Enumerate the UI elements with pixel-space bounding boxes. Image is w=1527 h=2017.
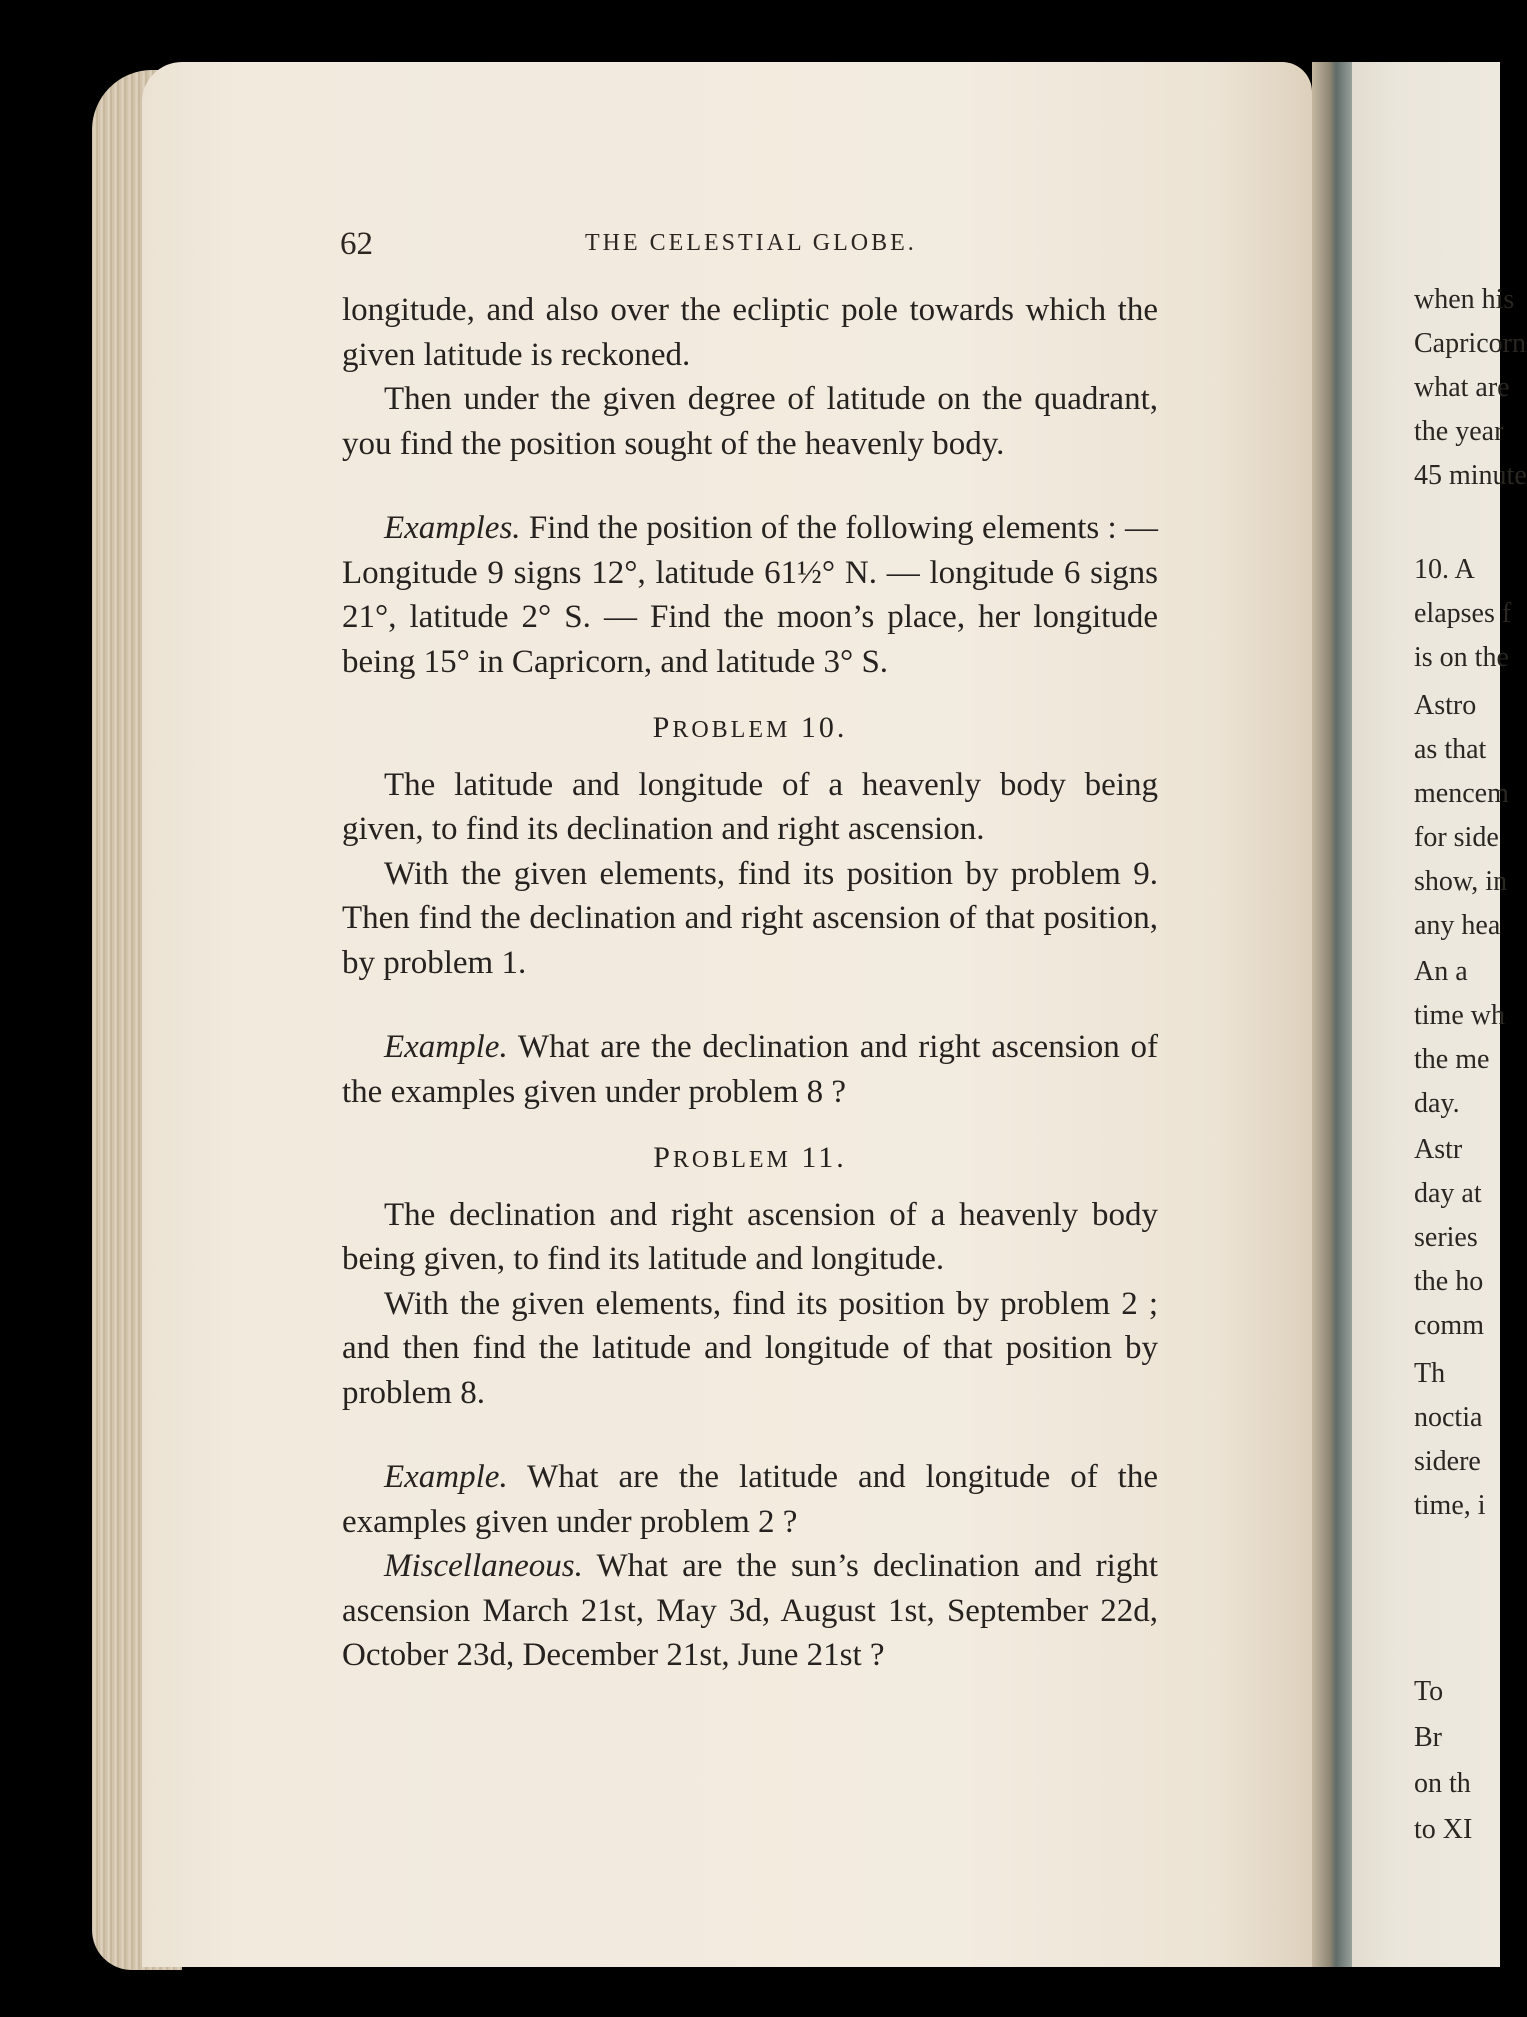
facing-fragment: Capricorn: [1414, 328, 1526, 359]
facing-fragment: Br: [1414, 1722, 1442, 1753]
miscellaneous-paragraph: [342, 1544, 1158, 1678]
facing-fragment: time, i: [1414, 1490, 1486, 1521]
facing-fragment: the year: [1414, 416, 1504, 447]
examples-label: Examples.: [384, 510, 521, 546]
problem-10-initial: P: [652, 711, 673, 744]
facing-fragment: To: [1414, 1676, 1444, 1707]
problem-10-number: 10.: [800, 711, 848, 744]
problem-10-word: ROBLEM: [672, 717, 791, 743]
facing-fragment: mencem: [1414, 778, 1509, 809]
facing-fragment: noctia: [1414, 1402, 1483, 1433]
facing-fragment: Astro: [1414, 690, 1477, 721]
facing-fragment: comm: [1414, 1310, 1484, 1341]
facing-fragment: Astr: [1414, 1134, 1463, 1165]
problem-11-heading: [342, 1136, 1158, 1183]
examples-paragraph: [342, 506, 1158, 684]
facing-fragment: as that: [1414, 734, 1487, 765]
facing-fragment: 45 minute: [1414, 460, 1527, 491]
examples-text: Find the position of the following elements : — Longitude 9 signs 12°, latitude 61½° N. — longitude 6 signs 21°, latitude 2° S. — Find the moon’s place, her longitude being 15° in Capricorn, and latitude 3° S.: [342, 510, 1158, 680]
facing-fragment: any hea: [1414, 910, 1501, 941]
facing-fragment: show, in: [1414, 866, 1508, 897]
page-number: 62: [340, 226, 373, 262]
facing-fragment: when his: [1414, 284, 1515, 315]
facing-fragment: series: [1414, 1222, 1478, 1253]
facing-fragment: the ho: [1414, 1266, 1484, 1297]
facing-fragment: day at: [1414, 1178, 1482, 1209]
facing-fragment: 10. A: [1414, 554, 1475, 585]
running-head: THE CELESTIAL GLOBE.: [585, 230, 917, 256]
example-11-label: Example.: [384, 1459, 508, 1495]
example-10-paragraph: [342, 1025, 1158, 1114]
problem-10-statement: The latitude and longitude of a heavenly body being given, to find its declination and right ascension.: [342, 766, 1158, 847]
facing-fragment: Th: [1414, 1358, 1446, 1389]
facing-fragment: sidere: [1414, 1446, 1481, 1477]
problem-11-statement: The declination and right ascension of a heavenly body being given, to find its latitude and longitude.: [342, 1196, 1158, 1277]
facing-fragment: the me: [1414, 1044, 1490, 1075]
facing-page: [1352, 62, 1527, 1967]
problem-11-word: ROBLEM: [672, 1147, 791, 1173]
example-10-text: What are the declination and right ascension of the examples given under problem 8 ?: [342, 1029, 1159, 1110]
facing-fragment: is on the: [1414, 642, 1509, 673]
book-gutter: [1312, 62, 1352, 1967]
facing-fragment: An a: [1414, 956, 1468, 987]
miscellaneous-text: What are the sun’s declination and right ascension March 21st, May 3d, August 1st, September 22d, October 23d, December 21st, June 21st ?: [342, 1548, 1158, 1673]
facing-fragment: to XI: [1414, 1814, 1473, 1845]
page-body: [342, 288, 1158, 1678]
facing-fragment: day.: [1414, 1088, 1460, 1119]
problem-10-solution: With the given elements, find its position by problem 9. Then find the declination and right ascension of that position, by problem 1.: [342, 855, 1158, 981]
page-header: [340, 226, 1160, 266]
example-11-paragraph: [342, 1455, 1158, 1544]
facing-fragment: elapses f: [1414, 598, 1512, 629]
facing-fragment: for side: [1414, 822, 1499, 853]
miscellaneous-label: Miscellaneous.: [384, 1548, 583, 1584]
problem-11-number: 11.: [801, 1141, 847, 1174]
facing-fragment: time wh: [1414, 1000, 1505, 1031]
example-10-label: Example.: [384, 1029, 508, 1065]
example-11-text: What are the latitude and longitude of the examples given under problem 2 ?: [342, 1459, 1158, 1540]
facing-fragment: on th: [1414, 1768, 1471, 1799]
problem-11-initial: P: [653, 1141, 673, 1174]
paragraph-continuation: longitude, and also over the ecliptic pole towards which the given latitude is reckoned.: [342, 292, 1158, 373]
paragraph-quadrant: Then under the given degree of latitude on the quadrant, you find the position sought of the heavenly body.: [342, 381, 1158, 462]
problem-10-heading: [342, 706, 1158, 753]
problem-11-solution: With the given elements, find its position by problem 2 ; and then find the latitude and longitude of that position by problem 8.: [342, 1285, 1158, 1411]
facing-fragment: what are: [1414, 372, 1510, 403]
